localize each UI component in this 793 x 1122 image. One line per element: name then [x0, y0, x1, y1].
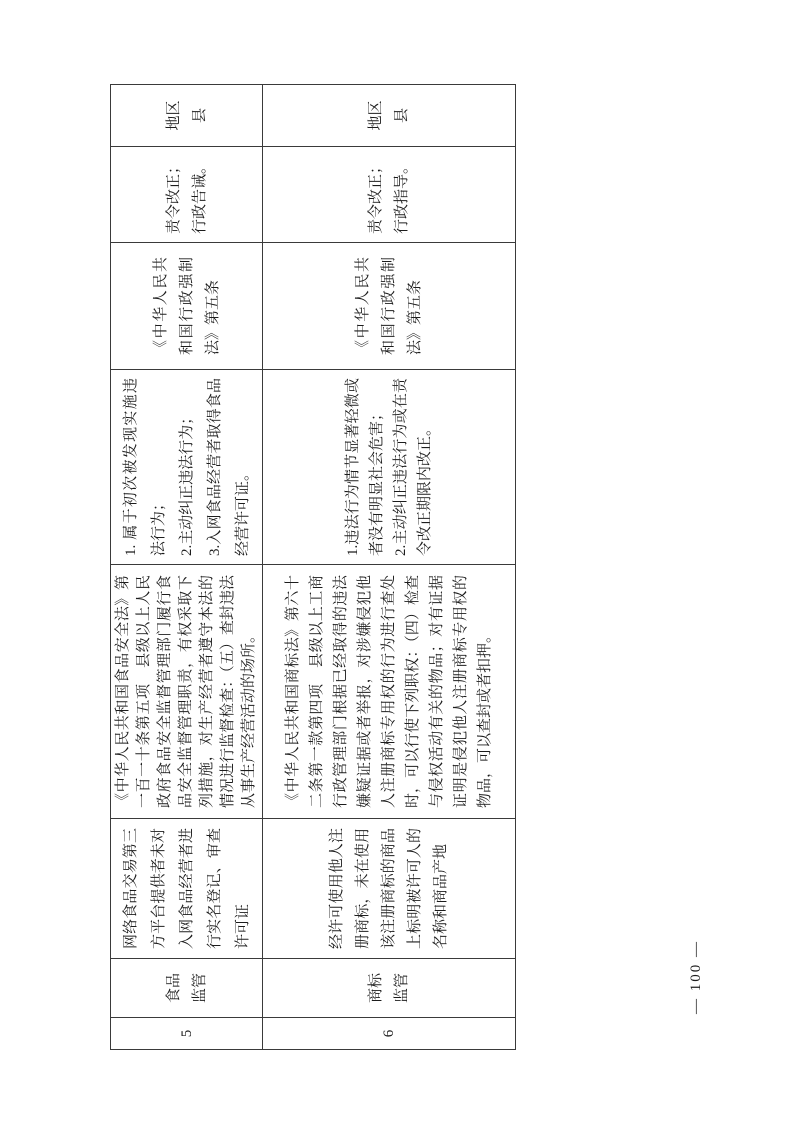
list-item: 1.违法行为情节显著轻微或者没有明显社会危害； — [345, 378, 385, 556]
page-number: — 100 — — [688, 940, 704, 1014]
table-row — [263, 84, 516, 1049]
cell-seq: 6 — [263, 1017, 516, 1049]
cell-conditions — [111, 369, 263, 564]
list-item: 2.主动纠正违法行为或在责令改正期限内改正。 — [393, 378, 433, 556]
cell-legal-basis: 《中华人民共和国食品安全法》第一百一十条第五项 县级以上人民政府食品安全监督管理部门履行食品安全监督管理职责，有权采取下列措施，对生产经营者遵守本法的情况进行监督检查：（五）查封违法从事生产经营活动的场所。 — [111, 564, 263, 818]
cell-category: 食品监管 — [111, 958, 263, 1017]
list-item: 2.主动纠正违法行为； — [178, 409, 195, 556]
regulation-table — [110, 84, 516, 1050]
cell-measures: 责令改正；行政告诫。 — [111, 146, 263, 242]
cell-category: 商标监管 — [263, 958, 516, 1017]
list-item: 1. 属于初次被发现实施违法行为； — [122, 378, 167, 556]
cell-seq: 5 — [111, 1017, 263, 1049]
list-item: 3.入网食品经营者取得食品经营许可证。 — [206, 378, 251, 556]
cell-measures: 责令改正；行政指导。 — [263, 146, 516, 242]
table-row — [111, 84, 263, 1049]
cell-legal-basis: 《中华人民共和国商标法》第六十二条第一款第四项 县级以上工商行政管理部门根据已经取得的违法嫌疑证据或者举报，对涉嫌侵犯他人注册商标专用权的行为进行查处时，可以行使下列职权：（四）检查与侵权活动有关的物品；对有证据证明是侵犯他人注册商标专用权的物品，可以查封或者扣押。 — [263, 564, 516, 818]
cell-violation: 经许可使用他人注册商标，未在使用该注册商标的商品上标明被许可人的名称和商品产地 — [263, 818, 516, 958]
cell-violation: 网络食品交易第三方平台提供者未对入网食品经营者进行实名登记、审查许可证 — [111, 818, 263, 958]
cell-enforcement-basis: 《中华人民共和国行政强制法》第五条 — [263, 242, 516, 369]
cell-level: 地区县 — [263, 84, 516, 146]
cell-conditions — [263, 369, 516, 564]
cell-enforcement-basis: 《中华人民共和国行政强制法》第五条 — [111, 242, 263, 369]
cell-level: 地区县 — [111, 84, 263, 146]
